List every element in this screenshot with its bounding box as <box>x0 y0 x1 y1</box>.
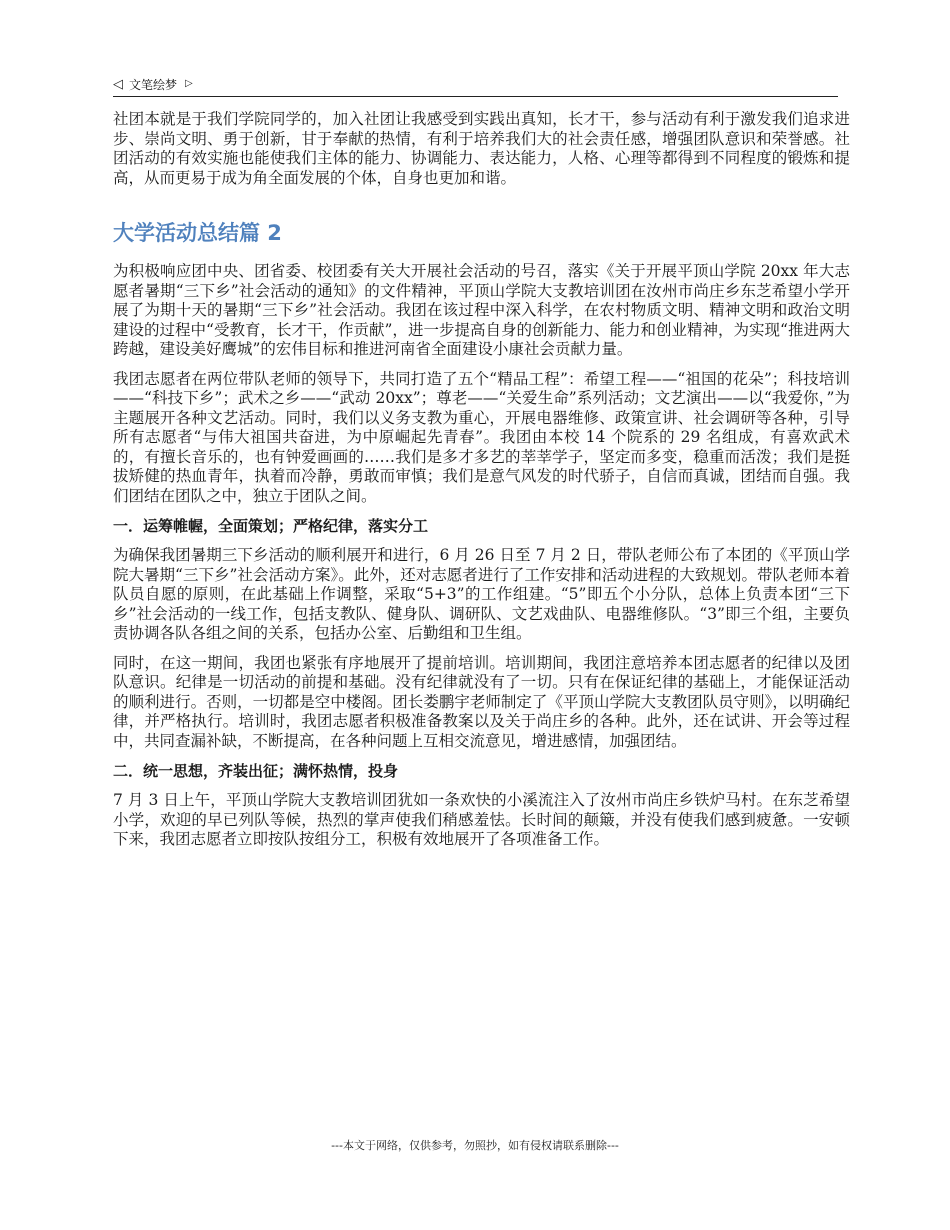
page-header <box>113 72 838 97</box>
section-heading: 大学活动总结篇 2 <box>113 221 282 245</box>
paragraph: 社团本就是于我们学院同学的，加入社团让我感受到实践出真知，长才干，参与活动有利于激发我们追求进步、崇尚文明、勇于创新，甘于奉献的热情，有利于培养我们大的社会责任感，增强团队意识和荣誉感。社团活动的有效实施也能使我们主体的能力、协调能力、表达能力，人格、心理等都得到不同程度的锻炼和提高，从而更易于成为角全面发展的个体，自身也更加和谐。 <box>113 110 850 187</box>
subsection-heading: 二．统一思想，齐装出征；满怀热情，投身 <box>113 762 399 780</box>
header-title: 文笔绘梦 <box>129 77 178 92</box>
page-footer: ---本文于网络，仅供参考，勿照抄，如有侵权请联系删除--- <box>331 1139 619 1152</box>
paragraph: 为积极响应团中央、团省委、校团委有关大开展社会活动的号召，落实《关于开展平顶山学院 20xx 年大志愿者暑期“三下乡”社会活动的通知》的文件精神，平顶山学院大支教培训团在汝州市尚庄乡东芝希望小学开展了为期十天的暑期“三下乡”社会活动。我团在该过程中深入科学，在农村物质文明、精神文明和政治文明建设的过程中“受教育，长才干，作贡献”，进一步提高自身的创新能力、能力和创业精神，为实现“推进两大跨越，建设美好鹰城”的宏伟目标和推进河南省全面建设小康社会贡献力量。 <box>113 262 850 358</box>
paragraph: 为确保我团暑期三下乡活动的顺利展开和进行，6 月 26 日至 7 月 2 日，带队老师公布了本团的《平顶山学院大暑期“三下乡”社会活动方案》。此外，还对志愿者进行了工作安排和活动进程的大致规划。带队老师本着队员自愿的原则，在此基础上作调整，采取“5+3”的工作组建。“5”即五个小分队，总体上负责本团“三下乡”社会活动的一线工作，包括支教队、健身队、调研队、文艺戏曲队、电器维修队。“3”即三个组，主要负责协调各队各组之间的关系，包括办公室、后勤组和卫生组。 <box>113 546 850 642</box>
document-body <box>113 110 850 860</box>
subsection-heading: 一．运筹帷幄，全面策划；严格纪律，落实分工 <box>113 517 429 535</box>
right-triangle-icon: ▷ <box>185 78 193 89</box>
paragraph: 我团志愿者在两位带队老师的领导下，共同打造了五个“精品工程”：希望工程——“祖国的花朵”；科技培训——“科技下乡”；武术之乡——“武动 20xx”；尊老——“关爱生命”系列活动；文艺演出——以“我爱你，”为主题展开各种文艺活动。同时，我们以义务支教为重心，开展电器维修、政策宣讲、社会调研等各种，引导所有志愿者“与伟大祖国共奋进，为中原崛起先青春”。我团由本校 14 个院系的 29 名组成，有喜欢武术的，有擅长音乐的，也有钟爱画画的……我们是多才多艺的莘莘学子，坚定而多变，稳重而活泼；我们是挺拔矫健的热血青年，执着而冷静，勇敢而审慎；我们是意气风发的时代骄子，自信而真诚，团结而自强。我们团结在团队之中，独立于团队之间。 <box>113 369 850 505</box>
left-triangle-icon: ◁ <box>113 76 123 92</box>
paragraph: 同时，在这一期间，我团也紧张有序地展开了提前培训。培训期间，我团注意培养本团志愿者的纪律以及团队意识。纪律是一切活动的前提和基础。没有纪律就没有了一切。只有在保证纪律的基础上，才能保证活动的顺利进行。否则，一切都是空中楼阁。团长娄鹏宇老师制定了《平顶山学院大支教团队员守则》，以明确纪律，并严格执行。培训时，我团志愿者积极准备教案以及关于尚庄乡的各种。此外，还在试讲、开会等过程中，共同查漏补缺，不断提高，在各种问题上互相交流意见，增进感情，加强团结。 <box>113 653 850 750</box>
paragraph: 7 月 3 日上午，平顶山学院大支教培训团犹如一条欢快的小溪流注入了汝州市尚庄乡铁炉马村。在东芝希望小学，欢迎的早已列队等候，热烈的掌声使我们稍感羞怯。长时间的颠簸，并没有使我们感到疲惫。一安顿下来，我团志愿者立即按队按组分工，积极有效地展开了各项准备工作。 <box>113 791 850 848</box>
